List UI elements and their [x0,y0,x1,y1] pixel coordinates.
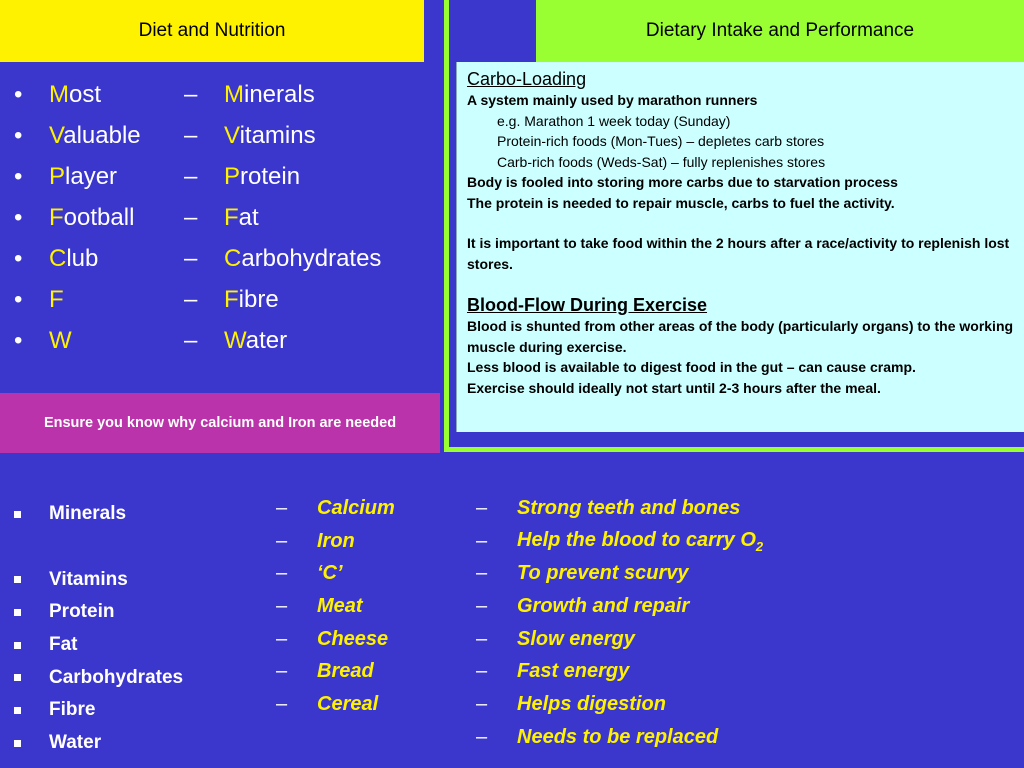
bullet-icon: • [14,244,23,272]
spacer [467,213,1014,233]
nutrient-rest: arbohydrates [241,244,382,272]
square-bullet-icon [14,642,24,649]
nutrient-item [14,596,183,629]
dash: – [476,725,488,748]
nutrient-word [224,245,381,273]
food-item [276,688,395,721]
title-diet-nutrition: Diet and Nutrition [0,0,424,62]
dash: – [276,660,288,683]
mnemonic-initial: W [49,326,72,354]
dash: – [276,529,288,552]
mnemonic-initial: M [49,80,69,108]
mnemonic-row [14,115,381,156]
food-item [276,525,395,558]
bullet-icon: • [14,80,23,108]
mnemonic-rest: layer [65,162,118,190]
bullet-icon: • [14,162,23,190]
nutrient-label: Protein [49,601,115,623]
nutrient-initial: F [224,285,239,313]
function-item [476,492,763,525]
carbo-line: The protein is needed to repair muscle, carbs to fuel the activity. [467,194,895,211]
function-label [517,497,740,520]
dash: – [476,562,488,585]
function-label [517,562,689,585]
bullet-icon: • [14,203,23,231]
square-bullet-icon [14,576,24,583]
mnemonic-word [49,204,184,232]
nutrient-rest: rotein [240,162,301,190]
dash: – [276,496,288,519]
square-bullet-icon [14,511,24,518]
nutrient-list [14,498,183,760]
function-subscript: 2 [755,538,764,554]
food-label: ‘C’ [317,562,343,585]
nutrient-item [14,563,183,596]
nutrient-label: Carbohydrates [49,666,184,688]
dash: – [276,627,288,650]
nutrient-word [224,122,316,150]
food-item [276,590,395,623]
nutrient-item [14,727,183,760]
function-list [476,492,763,754]
mnemonic-word [49,163,184,191]
nutrient-rest: at [238,203,259,231]
function-text: Slow energy [517,627,635,650]
function-item [476,721,763,754]
food-item [276,655,395,688]
function-label [517,660,629,683]
dash: – [184,244,198,272]
mnemonic-row [14,156,381,197]
nutrient-item [14,661,183,694]
bullet-icon: • [14,285,23,313]
nutrient-item [14,531,183,564]
food-label: Meat [317,594,363,617]
nutrient-item [14,629,183,662]
dash: – [184,285,198,313]
dash: – [276,594,288,617]
carbo-line: It is important to take food within the 2 hours after a race/activity to replenish lost stores. [467,235,1010,272]
title-dietary-intake: Dietary Intake and Performance [536,0,1024,62]
mnemonic-initial: V [49,121,64,149]
function-text: Helps digestion [517,692,666,715]
food-item [276,492,395,525]
function-item [476,623,763,656]
mnemonic-list [14,74,381,361]
nutrient-word [224,204,259,232]
function-item [476,655,763,688]
mnemonic-row [14,279,381,320]
nutrient-label: Water [49,732,102,754]
food-item [276,557,395,590]
mnemonic-word [49,286,184,314]
function-item [476,557,763,590]
carbo-example: e.g. Marathon 1 week today (Sunday) [497,112,731,129]
function-item [476,688,763,721]
mnemonic-row [14,320,381,361]
function-text: To prevent scurvy [517,562,689,585]
dash: – [184,80,198,108]
nutrient-initial: F [224,203,239,231]
square-bullet-icon [14,609,24,616]
function-text: Fast energy [517,660,630,683]
dash: – [476,529,488,552]
food-label: Cereal [317,692,379,715]
mnemonic-row [14,74,381,115]
nutrient-label: Vitamins [49,568,128,590]
nutrient-label: Minerals [49,503,127,525]
blood-flow-heading: Blood-Flow During Exercise [467,295,708,315]
carbo-line: Body is fooled into storing more carbs due to starvation process [467,174,898,190]
food-label: Cheese [317,627,389,650]
nutrient-word [224,286,279,314]
carbo-example: Carb-rich foods (Weds-Sat) – fully replenishes stores [497,153,826,170]
square-bullet-icon [14,740,24,747]
nutrient-word [224,327,287,355]
dash: – [184,326,198,354]
mnemonic-initial: F [49,203,64,231]
mnemonic-rest: lub [66,244,99,272]
food-item [276,623,395,656]
food-label: Calcium [317,496,395,519]
mnemonic-word [49,245,184,273]
square-bullet-icon [14,707,24,714]
function-label [517,693,666,716]
mnemonic-word [49,327,184,355]
mnemonic-row [14,197,381,238]
mnemonic-rest: aluable [63,121,141,149]
nutrient-word [224,81,315,109]
function-item [476,590,763,623]
blood-line: Exercise should ideally not start until 2-3 hours after the meal. [467,379,881,396]
nutrient-label: Fibre [49,699,96,721]
nutrient-initial: P [224,162,241,190]
nutrient-initial: C [224,244,242,272]
nutrient-rest: ibre [238,285,279,313]
nutrient-initial: M [224,80,244,108]
blood-line: Less blood is available to digest food in the gut – can cause cramp. [467,359,916,375]
carbo-loading-heading: Carbo-Loading [467,69,587,89]
carbo-example: Protein-rich foods (Mon-Tues) – depletes carb stores [497,133,825,149]
nutrient-item [14,694,183,727]
nutrient-rest: itamins [239,121,316,149]
function-label [517,726,718,749]
mnemonic-rest: ootball [63,203,135,231]
bullet-icon: • [14,121,23,149]
dash: – [184,203,198,231]
function-text: Growth and repair [517,594,690,617]
nutrient-rest: ater [245,326,288,354]
mnemonic-initial: F [49,285,64,313]
food-label: Bread [317,660,374,683]
mnemonic-word [49,81,184,109]
nutrient-initial: W [224,326,246,354]
blood-line: Blood is shunted from other areas of the body (particularly organs) to the working muscle during exercise. [467,318,1014,355]
dash: – [476,660,488,683]
dash: – [476,627,488,650]
dash: – [276,562,288,585]
spacer [467,274,1014,294]
nutrient-item [14,498,183,531]
nutrient-word [224,163,300,191]
mnemonic-initial: C [49,244,67,272]
function-label [517,628,635,651]
function-label [517,529,763,554]
mnemonic-word [49,122,184,150]
info-panel [456,62,1024,432]
function-label [517,595,689,618]
nutrient-rest: inerals [244,80,315,108]
dash: – [476,594,488,617]
dash: – [184,162,198,190]
dash: – [476,692,488,715]
calcium-iron-note: Ensure you know why calcium and Iron are needed [0,393,440,453]
dash: – [276,692,288,715]
function-text: Help the blood to carry O [517,528,756,551]
mnemonic-initial: P [49,162,66,190]
dash: – [184,121,198,149]
nutrient-initial: V [224,121,240,149]
food-label: Iron [317,529,355,552]
function-text: Needs to be replaced [517,725,719,748]
mnemonic-rest: ost [69,80,102,108]
dash: – [476,496,488,519]
nutrient-label: Fat [49,634,78,656]
bullet-icon: • [14,326,23,354]
square-bullet-icon [14,674,24,681]
carbo-line: A system mainly used by marathon runners [467,92,758,108]
function-text: Strong teeth and bones [517,496,741,519]
function-item [476,525,763,558]
food-list [276,492,395,721]
mnemonic-row [14,238,381,279]
